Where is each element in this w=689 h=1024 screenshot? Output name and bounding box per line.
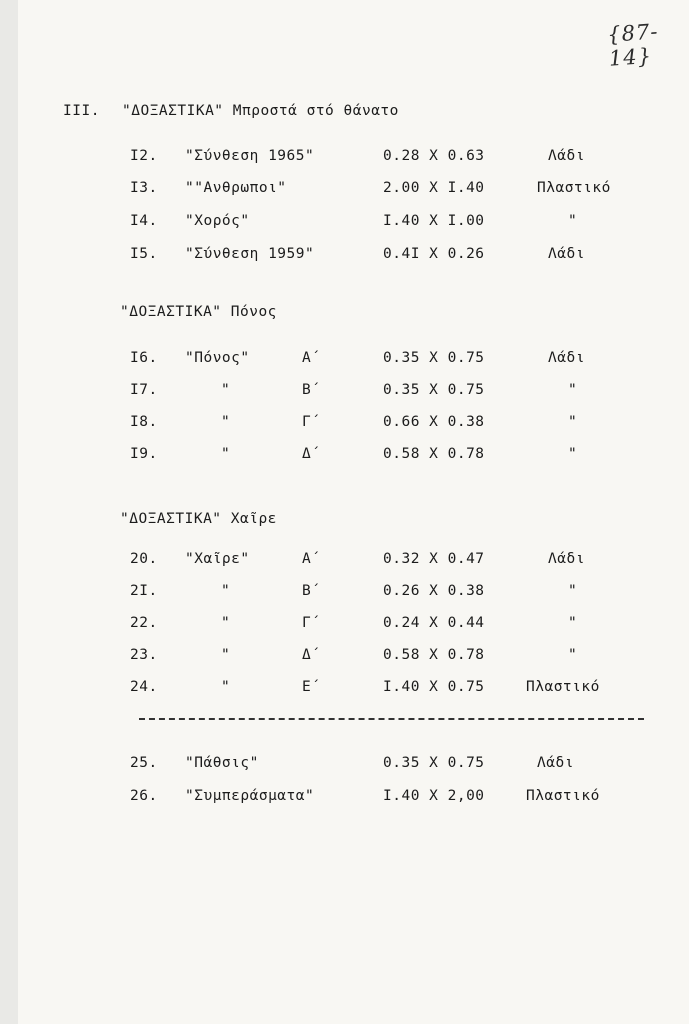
item-size: 0.35 X 0.75 [383, 350, 485, 366]
item-medium: Λάδι [548, 350, 585, 366]
item-number: 2I. [130, 583, 158, 599]
item-number: I2. [130, 148, 158, 164]
item-medium: " [568, 446, 578, 462]
item-title: " [221, 583, 231, 599]
item-size: 0.32 X 0.47 [383, 551, 485, 567]
item-medium: Λάδι [548, 148, 585, 164]
item-number: 20. [130, 551, 158, 567]
item-size: 0.66 X 0.38 [383, 414, 485, 430]
item-number: 24. [130, 679, 158, 695]
item-medium: Λάδι [537, 755, 574, 771]
item-size: 0.58 X 0.78 [383, 647, 485, 663]
item-part: Γ΄ [302, 615, 321, 631]
item-number: I4. [130, 213, 158, 229]
item-title: " [221, 414, 231, 430]
item-title: "Συμπεράσματα" [185, 788, 315, 804]
item-number: 26. [130, 788, 158, 804]
item-medium: Πλαστικό [526, 679, 600, 695]
dashed-divider [139, 718, 644, 720]
section-3-heading: "ΔΟΞΑΣΤΙΚΑ" Χαῖρε [120, 511, 277, 527]
item-number: I3. [130, 180, 158, 196]
item-part: Δ΄ [302, 647, 321, 663]
item-number: I9. [130, 446, 158, 462]
item-size: 0.24 X 0.44 [383, 615, 485, 631]
item-title: " [221, 615, 231, 631]
item-size: I.40 X 0.75 [383, 679, 485, 695]
item-medium: Πλαστικό [537, 180, 611, 196]
item-medium: " [568, 414, 578, 430]
handwritten-annotation: {87-14} [606, 19, 660, 71]
item-title: " [221, 382, 231, 398]
item-size: 2.00 X I.40 [383, 180, 485, 196]
item-title: "Χαῖρε" [185, 551, 250, 567]
item-title: " [221, 446, 231, 462]
item-title: " [221, 679, 231, 695]
main-heading-number: III. [63, 103, 100, 119]
item-title: "Πάθσις" [185, 755, 259, 771]
item-part: Α΄ [302, 350, 321, 366]
item-part: Γ΄ [302, 414, 321, 430]
item-title: "Σύνθεση 1965" [185, 148, 315, 164]
item-number: 22. [130, 615, 158, 631]
item-number: I6. [130, 350, 158, 366]
item-part: Α΄ [302, 551, 321, 567]
item-size: 0.26 X 0.38 [383, 583, 485, 599]
item-medium: Λάδι [548, 551, 585, 567]
item-medium: " [568, 382, 578, 398]
item-number: I8. [130, 414, 158, 430]
item-part: Β΄ [302, 583, 321, 599]
item-size: 0.28 X 0.63 [383, 148, 485, 164]
section-2-heading: "ΔΟΞΑΣΤΙΚΑ" Πόνος [120, 304, 277, 320]
item-number: 23. [130, 647, 158, 663]
item-part: Δ΄ [302, 446, 321, 462]
item-part: Ε΄ [302, 679, 321, 695]
item-size: 0.4I X 0.26 [383, 246, 485, 262]
item-number: I7. [130, 382, 158, 398]
item-medium: " [568, 583, 578, 599]
item-medium: " [568, 647, 578, 663]
item-medium: Λάδι [548, 246, 585, 262]
item-part: Β΄ [302, 382, 321, 398]
main-heading-title: "ΔΟΞΑΣΤΙΚΑ" Μπροστά στό θάνατο [122, 103, 399, 119]
item-size: 0.35 X 0.75 [383, 382, 485, 398]
item-size: I.40 X 2,00 [383, 788, 485, 804]
item-number: 25. [130, 755, 158, 771]
item-size: 0.35 X 0.75 [383, 755, 485, 771]
item-medium: " [568, 213, 578, 229]
item-title: " [221, 647, 231, 663]
item-size: I.40 X I.00 [383, 213, 485, 229]
item-medium: Πλαστικό [526, 788, 600, 804]
item-title: "Χορός" [185, 213, 250, 229]
item-title: ""Ανθρωποι" [185, 180, 287, 196]
item-number: I5. [130, 246, 158, 262]
item-title: "Σύνθεση 1959" [185, 246, 315, 262]
item-title: "Πόνος" [185, 350, 250, 366]
typed-page [18, 0, 689, 1024]
item-medium: " [568, 615, 578, 631]
item-size: 0.58 X 0.78 [383, 446, 485, 462]
